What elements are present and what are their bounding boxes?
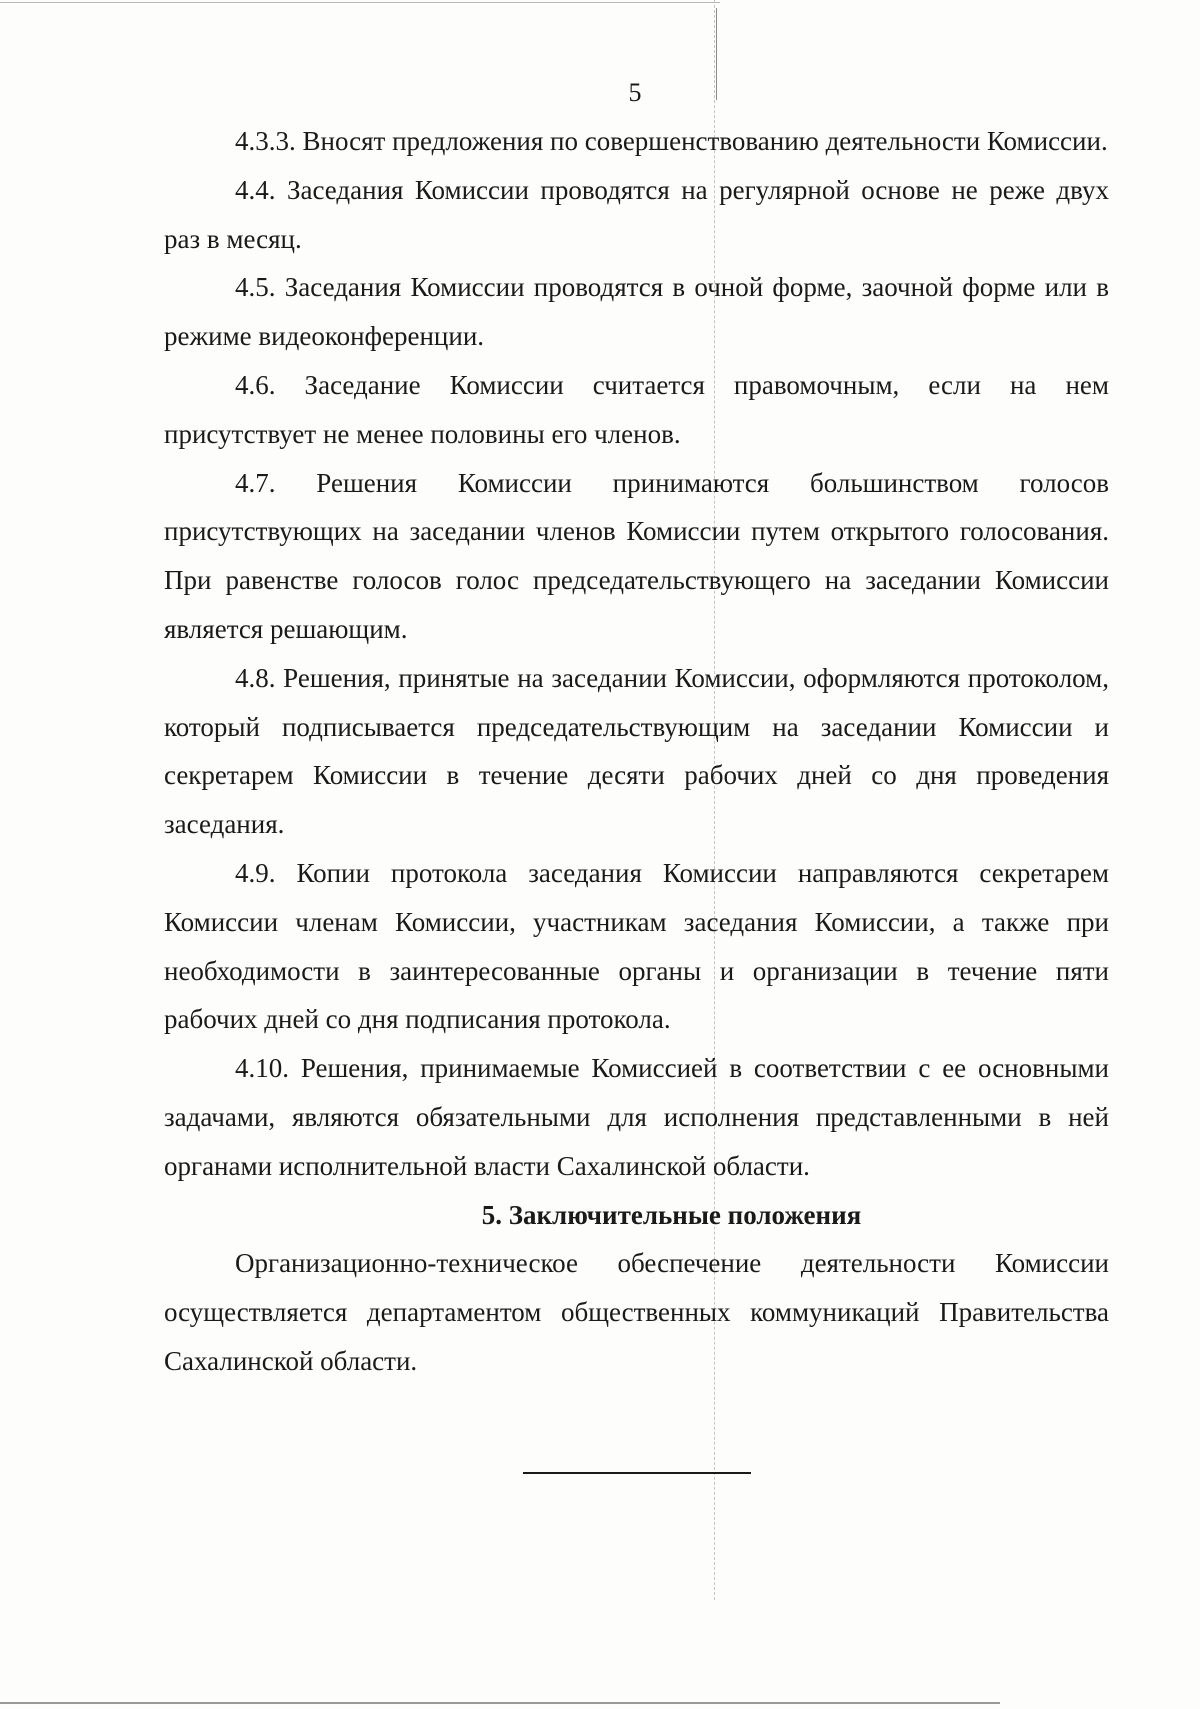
scan-edge-top (0, 2, 720, 3)
scan-edge-bottom (0, 1702, 1000, 1704)
paragraph-4-9: 4.9. Копии протокола заседания Комиссии направляются секретарем Комиссии членам Комиссии, участникам заседания Комиссии, а также при необходимости в заинтересованные органы и организации в течение пяти рабочих дней со дня подписания протокола. (164, 857, 1109, 1035)
paragraph-4-7: 4.7. Решения Комиссии принимаются большинством голосов присутствующих на заседании членов Комиссии путем открытого голосования. При равенстве голосов голос председательствующего на заседании Комиссии является решающим. (164, 467, 1109, 644)
closing-paragraph: Организационно-техническое обеспечение деятельности Комиссии осуществляется департаментом общественных коммуникаций Правительства Сахалинской области. (164, 1248, 1109, 1376)
fold-mark-top (716, 8, 717, 100)
paragraph-4-8: 4.8. Решения, принятые на заседании Комиссии, оформляются протоколом, который подписывается председательствующим на заседании Комиссии и секретарем Комиссии в течение десяти рабочих дней со дня проведения заседания. (164, 662, 1109, 840)
paragraph-4-4: 4.4. Заседания Комиссии проводятся на регулярной основе не реже двух раз в месяц. (164, 174, 1109, 254)
paragraph-4-10: 4.10. Решения, принимаемые Комиссией в соответствии с ее основными задачами, являются обязательными для исполнения представленными в ней органами исполнительной власти Сахалинской области. (164, 1053, 1109, 1181)
page-number: 5 (628, 78, 642, 107)
end-separator-line (523, 1472, 751, 1474)
paragraph-4-5: 4.5. Заседания Комиссии проводятся в очной форме, заочной форме или в режиме видеоконференции. (164, 272, 1109, 352)
paragraph-4-3-3: 4.3.3. Вносят предложения по совершенствованию деятельности Комиссии. (235, 126, 1108, 156)
section-heading: 5. Заключительные положения (481, 1199, 862, 1230)
paragraph-4-6: 4.6. Заседание Комиссии считается правомочным, если на нем присутствует не менее половины его членов. (164, 369, 1109, 449)
document-body (164, 117, 1109, 1386)
